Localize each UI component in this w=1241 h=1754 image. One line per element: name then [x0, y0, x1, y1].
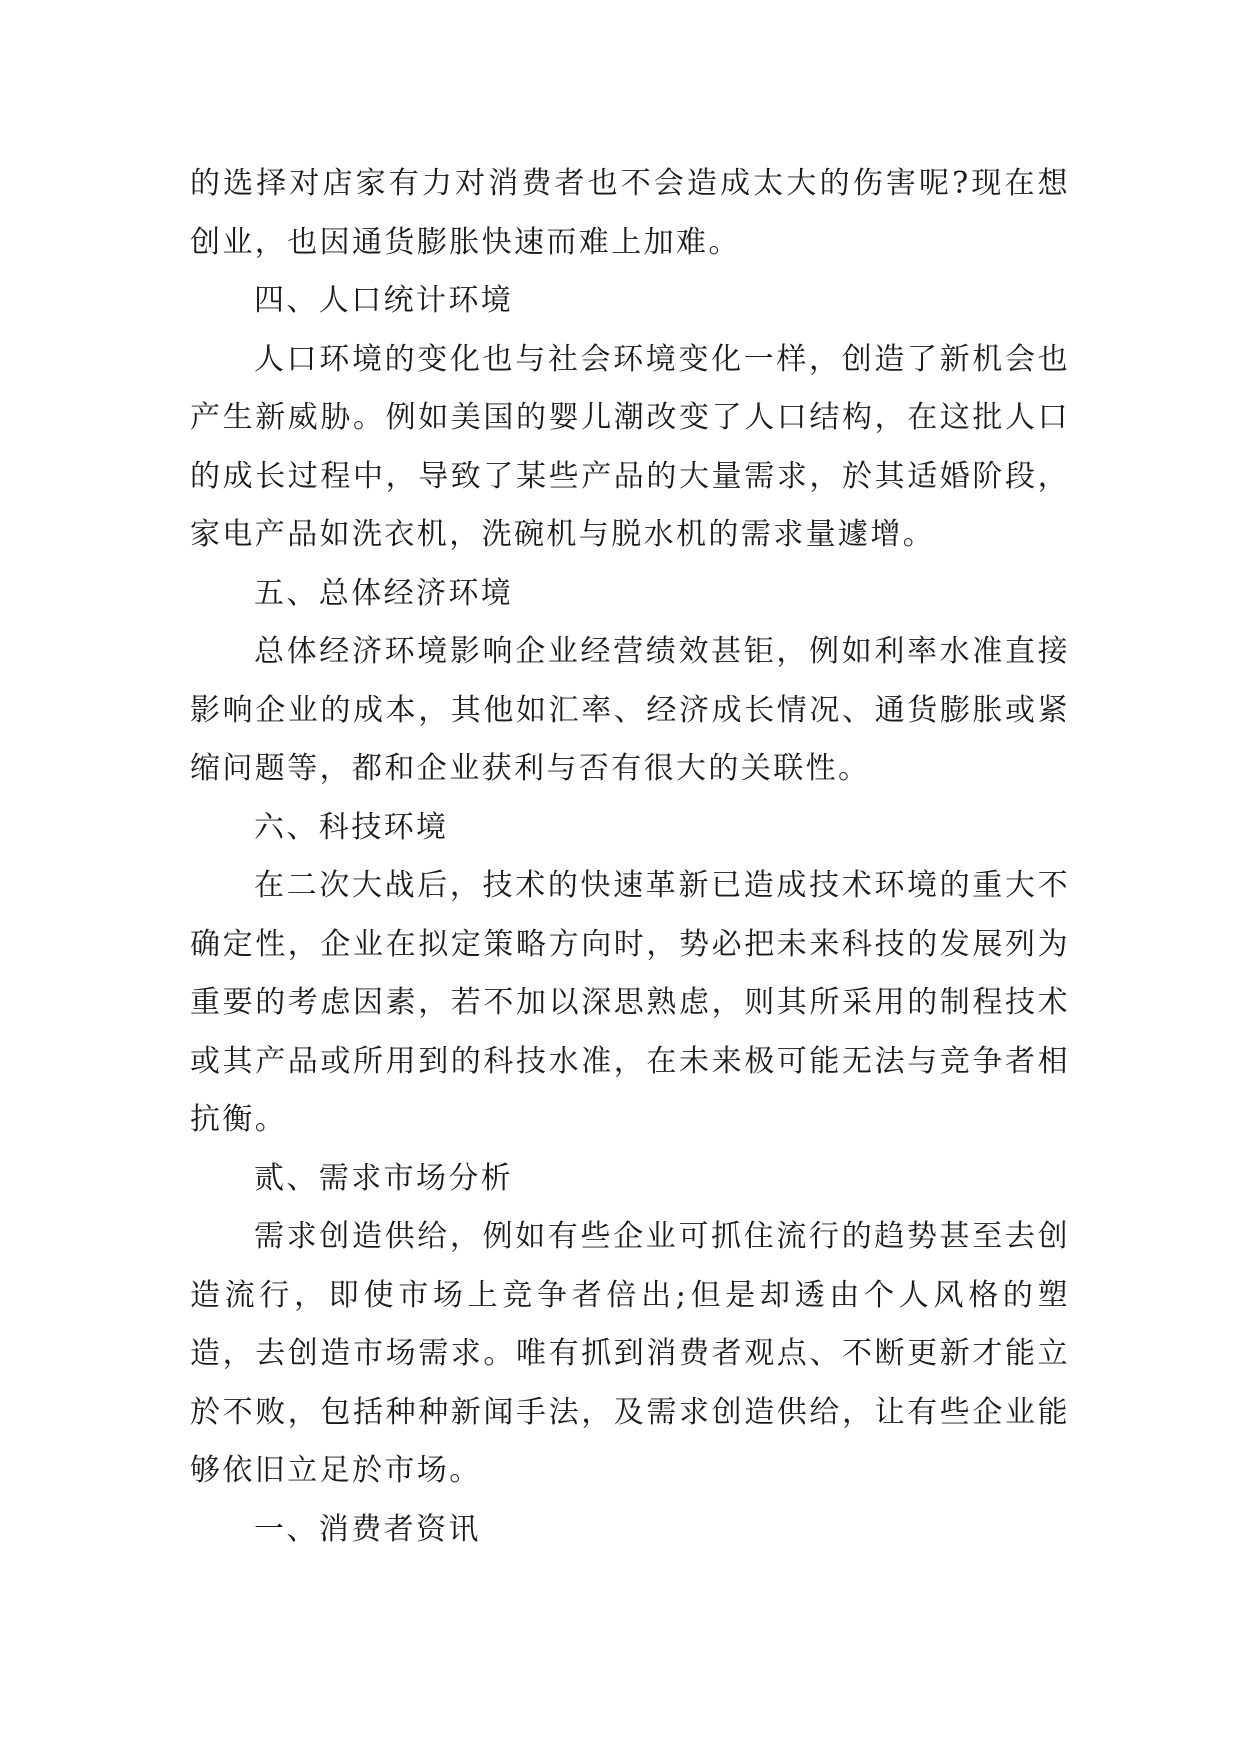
section-heading-demand-market: 贰、需求市场分析 [254, 1160, 514, 1196]
paragraph-technology: 在二次大战后，技术的快速革新已造成技术环境的重大不确定性，企业在拟定策略方向时，势必把未来科技的发展列为重要的考虑因素，若不加以深思熟虑，则其所采用的制程技术或其产品或所用到的科技水准，在未来极可能无法与竞争者相抗衡。 [190, 868, 1070, 1137]
section-heading-economy: 五、总体经济环境 [254, 575, 514, 611]
paragraph-continuation: 的选择对店家有力对消费者也不会造成太大的伤害呢?现在想创业，也因通货膨胀快速而难上加难。 [190, 166, 1070, 260]
paragraph-economy: 总体经济环境影响企业经营绩效甚钜，例如利率水准直接影响企业的成本，其他如汇率、经济成长情况、通货膨胀或紧缩问题等，都和企业获利与否有很大的关联性。 [190, 634, 1070, 786]
paragraph-demographics: 人口环境的变化也与社会环境变化一样，创造了新机会也产生新威胁。例如美国的婴儿潮改变了人口结构，在这批人口的成长过程中，导致了某些产品的大量需求，於其适婚阶段，家电产品如洗衣机，洗碗机与脱水机的需求量遽增。 [190, 341, 1070, 552]
document-body [190, 155, 1070, 1559]
section-heading-demographics: 四、人口统计环境 [254, 283, 514, 318]
section-heading-consumer-info: 一、消费者资讯 [254, 1511, 481, 1547]
paragraph-demand-market: 需求创造供给，例如有些企业可抓住流行的趋势甚至去创造流行，即使市场上竞争者倍出;但是却透由个人风格的塑造，去创造市场需求。唯有抓到消费者观点、不断更新才能立於不败，包括种种新闻手法，及需求创造供给，让有些企业能够依旧立足於市场。 [190, 1219, 1070, 1488]
section-heading-technology: 六、科技环境 [254, 809, 449, 845]
